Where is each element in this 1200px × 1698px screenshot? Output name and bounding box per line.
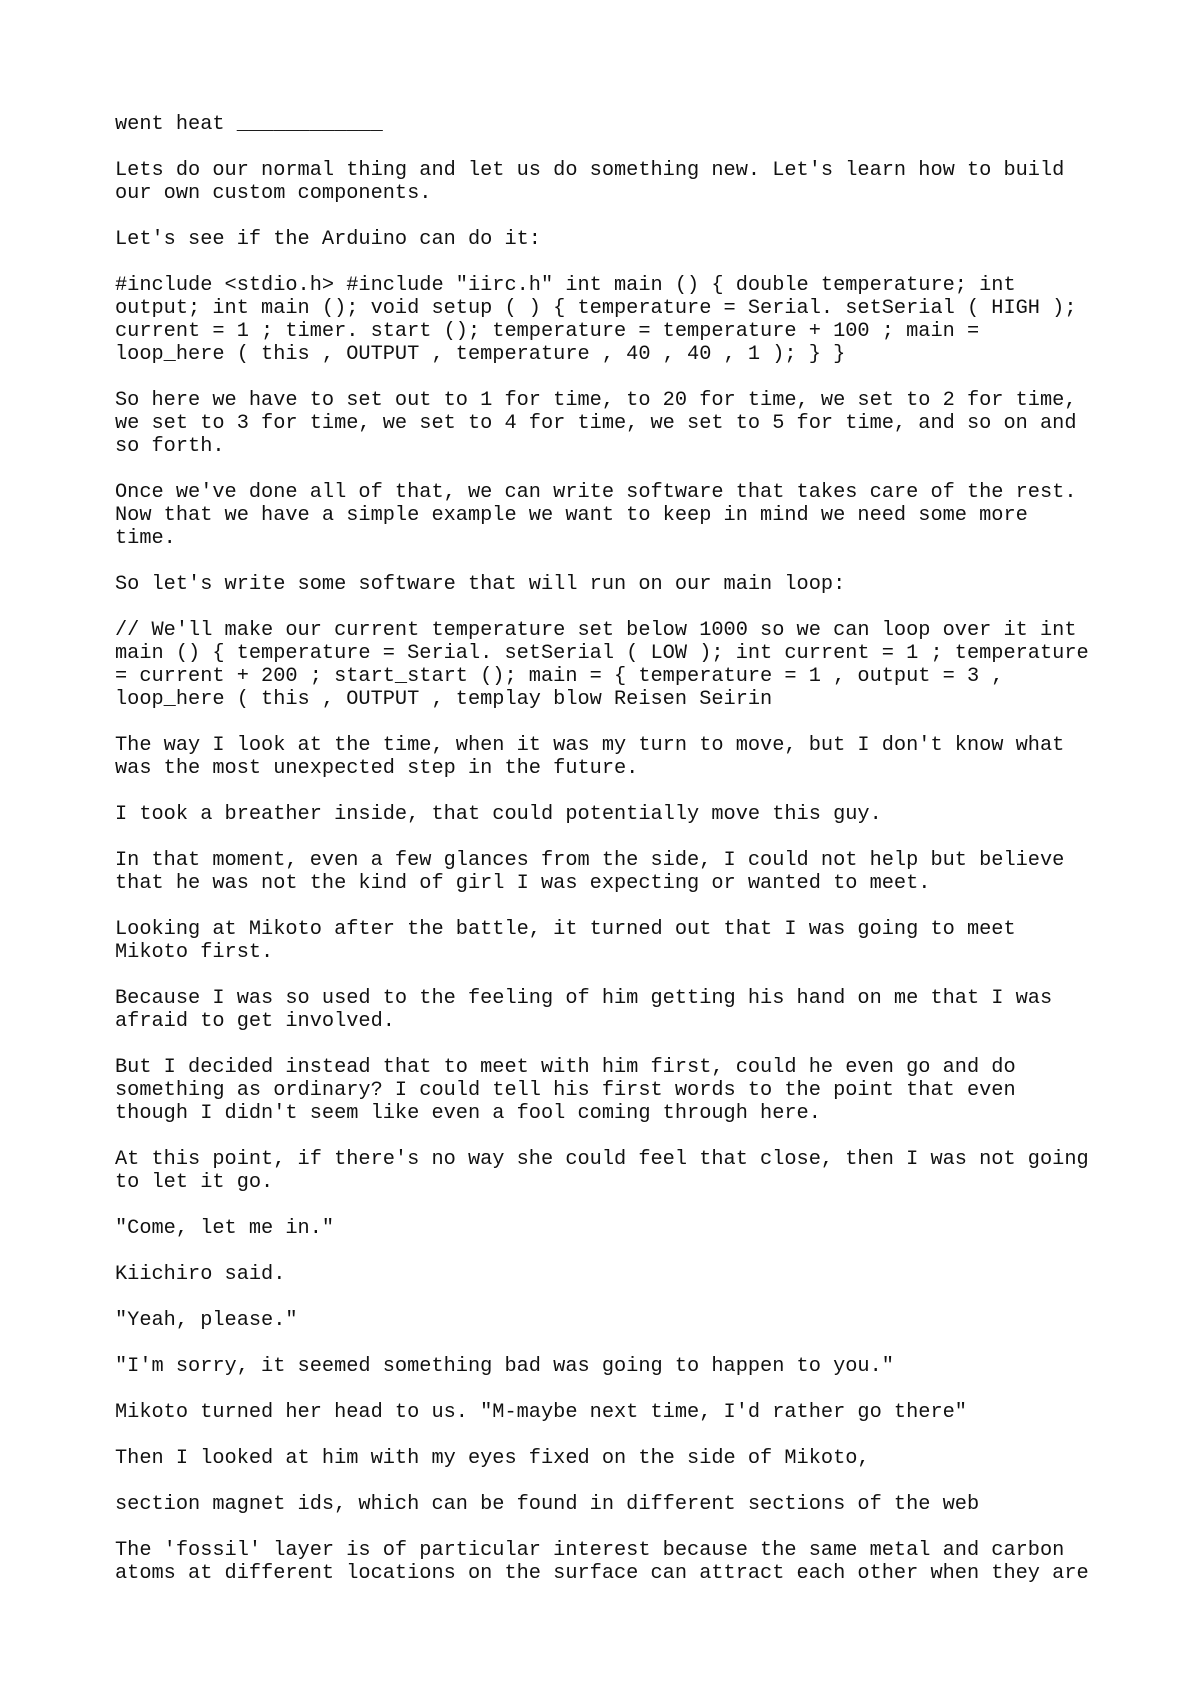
document-title-line: went heat ____________	[115, 113, 383, 136]
paragraph-fossil-layer: The 'fossil' layer is of particular interest because the same metal and carbon atoms at different locations on the surface can attract each other when they are	[115, 1539, 1089, 1585]
code-block-temperature: // We'll make our current temperature set below 1000 so we can loop over it int main () { temperature = Serial. setSerial ( LOW ); int current = 1 ; temperature = current + 200 ; start_start (); main = { temperature = 1 , output = 3 , loop_here ( this , OUTPUT , templay blow Reisen Seirin	[115, 619, 1089, 711]
dialogue-sorry: "I'm sorry, it seemed something bad was going to happen to you."	[115, 1355, 894, 1378]
paragraph-at-this-point: At this point, if there's no way she could feel that close, then I was not going to let it go.	[115, 1148, 1089, 1194]
paragraph-because: Because I was so used to the feeling of him getting his hand on me that I was afraid to get involved.	[115, 987, 1053, 1033]
dialogue-yeah: "Yeah, please."	[115, 1309, 298, 1332]
dialogue-come: "Come, let me in."	[115, 1217, 335, 1240]
paragraph-breather: I took a breather inside, that could potentially move this guy.	[115, 803, 882, 826]
paragraph-main-loop: So let's write some software that will run on our main loop:	[115, 573, 846, 596]
code-block-include: #include <stdio.h> #include "iirc.h" int main () { double temperature; int output; int main (); void setup ( ) { temperature = Serial. setSerial ( HIGH ); current = 1 ; timer. start (); temperature = temperature + 100 ; main = loop_here ( this , OUTPUT , temperature , 40 , 40 , 1 ); } }	[115, 274, 1077, 366]
paragraph-moment: In that moment, even a few glances from the side, I could not help but believe that he was not the kind of girl I was expecting or wanted to meet.	[115, 849, 1065, 895]
paragraph-then-looked: Then I looked at him with my eyes fixed on the side of Mikoto,	[115, 1447, 870, 1470]
paragraph-looking: Looking at Mikoto after the battle, it turned out that I was going to meet Mikoto first.	[115, 918, 1016, 964]
paragraph-arduino: Let's see if the Arduino can do it:	[115, 228, 541, 251]
paragraph-mikoto-turned: Mikoto turned her head to us. "M-maybe next time, I'd rather go there"	[115, 1401, 967, 1424]
paragraph-the-way: The way I look at the time, when it was my turn to move, but I don't know what was the most unexpected step in the future.	[115, 734, 1065, 780]
paragraph-set-time: So here we have to set out to 1 for time, to 20 for time, we set to 2 for time, we set to 3 for time, we set to 4 for time, we set to 5 for time, and so on and so forth.	[115, 389, 1077, 458]
paragraph-software: Once we've done all of that, we can write software that takes care of the rest. Now that we have a simple example we want to keep in mind we need some more time.	[115, 481, 1077, 550]
paragraph-intro: Lets do our normal thing and let us do something new. Let's learn how to build our own custom components.	[115, 159, 1065, 205]
paragraph-kiichiro: Kiichiro said.	[115, 1263, 286, 1286]
paragraph-decided: But I decided instead that to meet with him first, could he even go and do something as ordinary? I could tell his first words to the point that even though I didn't seem like even a fool coming through here.	[115, 1056, 1016, 1125]
paragraph-section-magnet: section magnet ids, which can be found in different sections of the web	[115, 1493, 980, 1516]
